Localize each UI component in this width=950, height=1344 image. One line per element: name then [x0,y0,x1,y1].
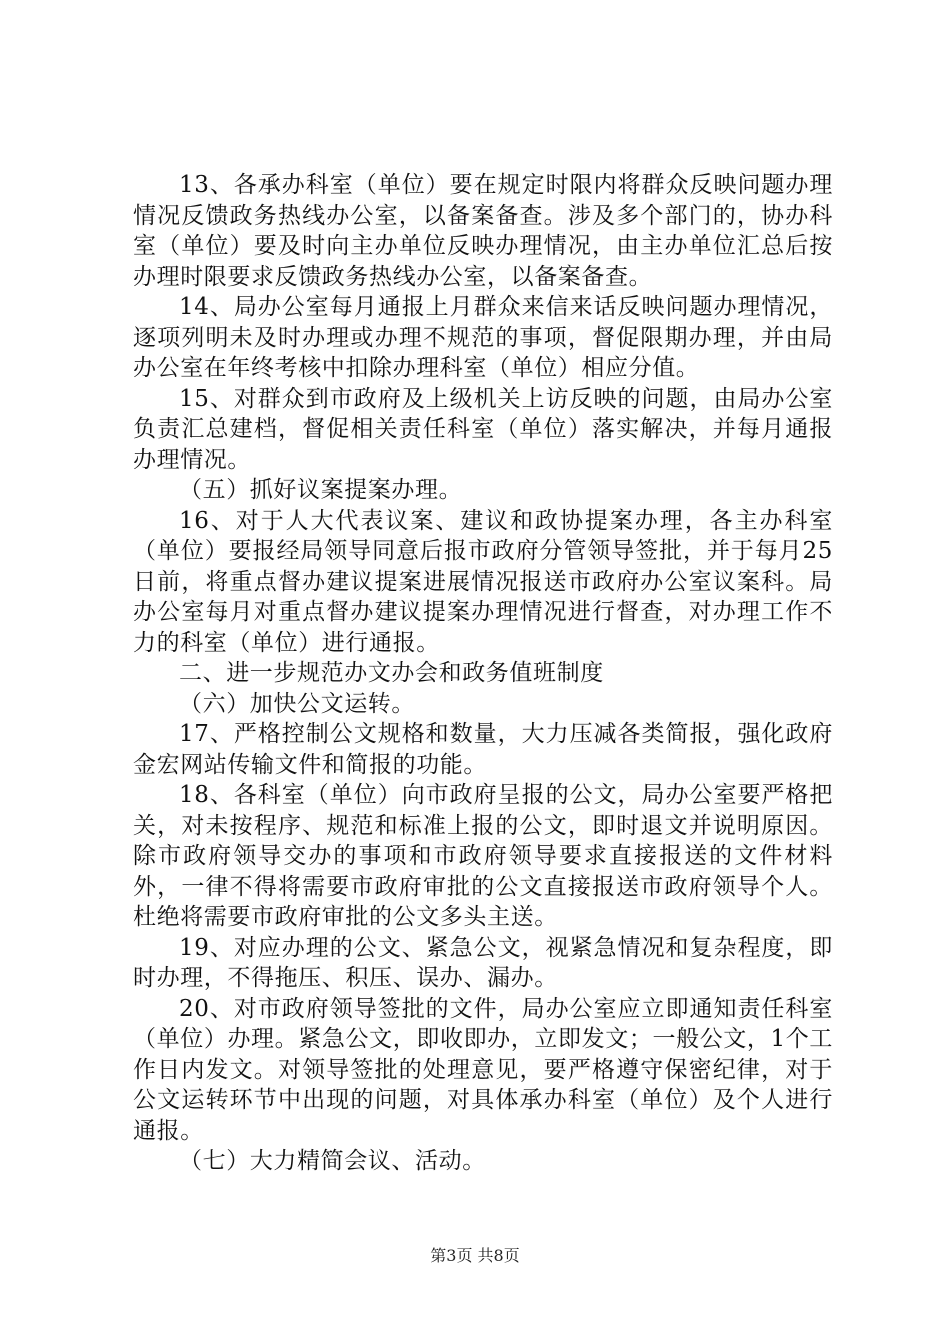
section-heading-5: （五）抓好议案提案办理。 [179,477,463,503]
paragraph-item-16: 16、对于人大代表议案、建议和政协提案办理，各主办科室（单位）要报经局领导同意后报市政府分管领导签批，并于每月25日前，将重点督办建议提案进展情况报送市政府办公室议案科。局办公室每月对重点督办建议提案办理情况进行督查，对办理工作不力的科室（单位）进行通报。 [133,507,833,656]
chapter-heading-2: 二、进一步规范办文办会和政务值班制度 [179,660,604,686]
paragraph-item-19: 19、对应办理的公文、紧急公文，视紧急情况和复杂程度，即时办理，不得拖压、积压、误办、漏办。 [133,934,833,991]
paragraph-item-17: 17、严格控制公文规格和数量，大力压减各类简报，强化政府金宏网站传输文件和简报的功能。 [133,721,833,778]
section-heading-7: （七）大力精简会议、活动。 [179,1148,486,1174]
paragraph-item-18: 18、各科室（单位）向市政府呈报的公文，局办公室要严格把关，对未按程序、规范和标准上报的公文，即时退文并说明原因。除市政府领导交办的事项和市政府领导要求直接报送的文件材料外，一律不得将需要市政府审批的公文直接报送市政府领导个人。杜绝将需要市政府审批的公文多头主送。 [133,782,833,930]
paragraph-item-20: 20、对市政府领导签批的文件，局办公室应立即通知责任科室（单位）办理。紧急公文，即收即办，立即发文；一般公文，1个工作日内发文。对领导签批的处理意见，要严格遵守保密纪律，对于公文运转环节中出现的问题，对具体承办科室（单位）及个人进行通报。 [133,995,833,1144]
paragraph-item-13: 13、各承办科室（单位）要在规定时限内将群众反映问题办理情况反馈政务热线办公室，以备案备查。涉及多个部门的，协办科室（单位）要及时向主办单位反映办理情况，由主办单位汇总后按办理时限要求反馈政务热线办公室，以备案备查。 [133,172,833,290]
page-number-footer: 第3页 共8页 [430,1246,520,1265]
paragraph-item-15: 15、对群众到市政府及上级机关上访反映的问题，由局办公室负责汇总建档，督促相关责任科室（单位）落实解决，并每月通报办理情况。 [133,385,833,473]
paragraph-item-14: 14、局办公室每月通报上月群众来信来话反映问题办理情况，逐项列明未及时办理或办理不规范的事项，督促限期办理，并由局办公室在年终考核中扣除办理科室（单位）相应分值。 [133,294,833,381]
document-body [133,170,833,1177]
section-heading-6: （六）加快公文运转。 [179,690,415,717]
